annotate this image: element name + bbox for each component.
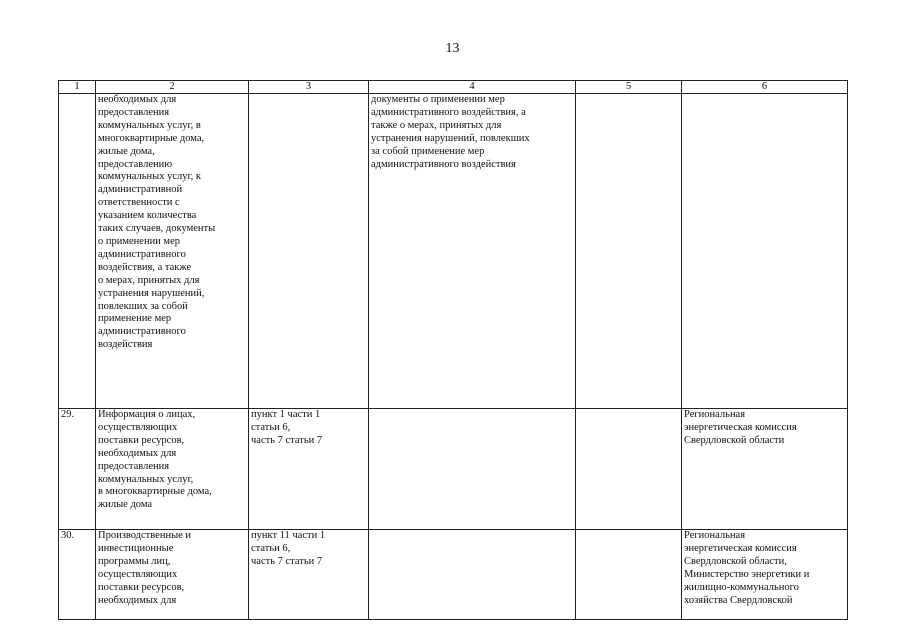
documents-cell: [369, 409, 576, 530]
row-number-cell: [59, 94, 96, 409]
column5-cell: [576, 409, 682, 530]
basis-cell: пункт 1 части 1 статьи 6, часть 7 статьи 7: [249, 409, 369, 530]
basis-cell: пункт 11 части 1 статьи 6, часть 7 статьи 7: [249, 530, 369, 620]
info-cell: необходимых для предоставления коммунальных услуг, в многоквартирные дома, жилые дома, предоставлению коммунальных услуг, к административной ответственности с указанием количества таких случаев, документы о применении мер административного воздействия, а также о мерах, принятых для устранения нарушений, повлекших за собой применение мер административного воздействия: [96, 94, 249, 409]
column-header: 3: [249, 81, 369, 94]
column5-cell: [576, 94, 682, 409]
column5-cell: [576, 530, 682, 620]
column-header: 5: [576, 81, 682, 94]
table-row: [59, 409, 848, 530]
info-cell: Информация о лицах, осуществляющих поставки ресурсов, необходимых для предоставления коммунальных услуг, в многоквартирные дома, жилые дома: [96, 409, 249, 530]
column-header: 4: [369, 81, 576, 94]
authority-cell: Региональная энергетическая комиссия Свердловской области, Министерство энергетики и жилищно-коммунального хозяйства Свердловской: [682, 530, 848, 620]
header-row: [59, 81, 848, 94]
table-row: [59, 94, 848, 409]
authority-cell: [682, 94, 848, 409]
basis-cell: [249, 94, 369, 409]
authority-cell: Региональная энергетическая комиссия Свердловской области: [682, 409, 848, 530]
data-table: [58, 80, 848, 620]
documents-cell: документы о применении мер административного воздействия, а также о мерах, принятых для устранения нарушений, повлекших за собой применение мер административного воздействия: [369, 94, 576, 409]
row-number-cell: 29.: [59, 409, 96, 530]
column-header: 6: [682, 81, 848, 94]
column-header: 2: [96, 81, 249, 94]
row-number-cell: 30.: [59, 530, 96, 620]
page-number: 13: [445, 41, 460, 56]
table-row: [59, 530, 848, 620]
documents-cell: [369, 530, 576, 620]
column-header: 1: [59, 81, 96, 94]
info-cell: Производственные и инвестиционные программы лиц, осуществляющих поставки ресурсов, необходимых для: [96, 530, 249, 620]
